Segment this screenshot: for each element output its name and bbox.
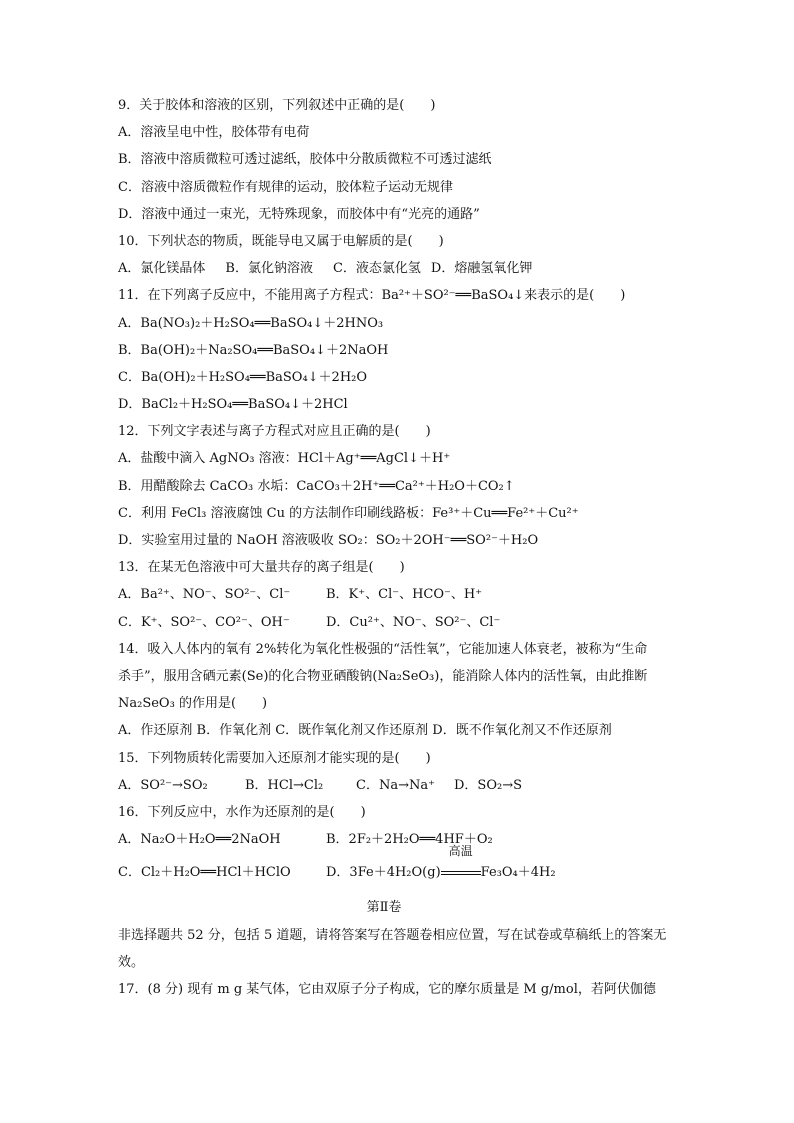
q10-options: [118, 255, 678, 282]
q16-options-row1: [118, 826, 678, 853]
q16-option-d-left: D．3Fe＋4H₂O(g): [326, 865, 441, 881]
q14-options: A．作还原剂 B．作氧化剂 C．既作氧化剂又作还原剂 D．既不作氧化剂又不作还原剂: [118, 723, 612, 739]
q12-option-b: B．用醋酸除去 CaCO₃ 水垢：CaCO₃＋2H⁺══Ca²⁺＋H₂O＋CO₂↑: [118, 478, 515, 494]
q16-options-row2: [118, 844, 678, 886]
q13-options-row2: [118, 609, 678, 636]
q15-option-c: C．Na→Na⁺: [356, 777, 435, 793]
q11-option-d: D．BaCl₂＋H₂SO₄══BaSO₄↓＋2HCl: [118, 397, 348, 413]
q13-options-row1: [118, 581, 678, 608]
q9-option-b: B．溶液中溶质微粒可透过滤纸，胶体中分散质微粒不可透过滤纸: [118, 152, 492, 168]
q16-option-d-right: Fe₃O₄＋4H₂: [480, 865, 556, 881]
q11-stem: 11．在下列离子反应中，不能用离子方程式：Ba²⁺＋SO²⁻══BaSO₄↓来表示的是( ): [118, 288, 626, 304]
q15-options: [118, 772, 678, 799]
q16-option-a: A．Na₂O＋H₂O══2NaOH: [118, 832, 281, 848]
q9-option-d: D．溶液中通过一束光，无特殊现象，而胶体中有“光亮的通路”: [118, 206, 480, 222]
q10-option-c: C．液态氯化氢: [332, 261, 421, 277]
q13-option-a: A．Ba²⁺、NO⁻、SO²⁻、Cl⁻: [118, 587, 291, 603]
q10-stem: 10．下列状态的物质，既能导电又属于电解质的是( ): [118, 233, 444, 249]
q13-option-c: C．K⁺、SO²⁻、CO²⁻、OH⁻: [118, 614, 290, 630]
q10-option-d: D．熔融氢氧化钾: [430, 261, 533, 277]
q14-line2: 杀手”，服用含硒元素(Se)的化合物亚硒酸钠(Na₂SeO₃)，能消除人体内的活性氧，由此推断: [118, 668, 648, 684]
q11-option-c: C．Ba(OH)₂＋H₂SO₄══BaSO₄↓＋2H₂O: [118, 369, 368, 385]
q12-option-c: C．利用 FeCl₃ 溶液腐蚀 Cu 的方法制作印刷线路板：Fe³⁺＋Cu══Fe²⁺＋Cu²⁺: [118, 505, 579, 521]
page-content: [118, 92, 678, 1003]
q10-option-b: B．氯化钠溶液: [225, 261, 313, 277]
q13-stem: 13．在某无色溶液中可大量共存的离子组是( ): [118, 560, 405, 576]
reaction-condition-label: 高温: [448, 844, 473, 859]
q13-option-b: B．K⁺、Cl⁻、HCO⁻、H⁺: [326, 587, 483, 603]
q17-stem: 17．(8 分) 现有 m g 某气体，它由双原子分子构成，它的摩尔质量是 M g/mol，若阿伏伽德: [118, 982, 656, 998]
part2-title: 第Ⅱ卷: [366, 900, 402, 916]
q9-option-c: C．溶液中溶质微粒作有规律的运动，胶体粒子运动无规律: [118, 179, 453, 195]
q15-stem: 15．下列物质转化需要加入还原剂才能实现的是( ): [118, 750, 431, 766]
q11-option-a: A．Ba(NO₃)₂＋H₂SO₄══BaSO₄↓＋2HNO₃: [118, 315, 384, 331]
part2-instruction: 非选择题共 52 分，包括 5 道题，请将答案写在答题卷相应位置，写在试卷或草稿纸上的答案无效。: [118, 927, 667, 970]
q15-option-d: D．SO₂→S: [454, 777, 522, 793]
q9-option-a: A．溶液呈电中性，胶体带有电荷: [118, 125, 310, 141]
q13-option-d: D．Cu²⁺、NO⁻、SO²⁻、Cl⁻: [326, 614, 501, 630]
q12-option-a: A．盐酸中滴入 AgNO₃ 溶液：HCl＋Ag⁺══AgCl↓＋H⁺: [118, 451, 451, 467]
q15-option-b: B．HCl→Cl₂: [245, 777, 324, 793]
q14-line1: 14．吸入人体内的氧有 2%转化为氧化性极强的“活性氧”，它能加速人体衰老，被称为“生命: [118, 641, 648, 657]
reaction-condition: [441, 844, 481, 886]
equals-sign: [441, 871, 481, 875]
q16-option-c: C．Cl₂＋H₂O══HCl＋HClO: [118, 865, 291, 881]
q16-option-b: B．2F₂＋2H₂O══4HF＋O₂: [326, 832, 493, 848]
q11-option-b: B．Ba(OH)₂＋Na₂SO₄══BaSO₄↓＋2NaOH: [118, 342, 389, 358]
q9-stem: 9．关于胶体和溶液的区别，下列叙述中正确的是( ): [118, 98, 436, 113]
q12-option-d: D．实验室用过量的 NaOH 溶液吸收 SO₂：SO₂＋2OH⁻══SO²⁻＋H₂O: [118, 533, 539, 548]
q12-stem: 12．下列文字表述与离子方程式对应且正确的是( ): [118, 424, 431, 440]
q15-option-a: A．SO²⁻→SO₂: [118, 777, 208, 793]
q16-stem: 16．下列反应中，水作为还原剂的是( ): [118, 804, 366, 820]
q10-option-a: A．氯化镁晶体: [118, 261, 206, 277]
q14-line3: Na₂SeO₃ 的作用是( ): [118, 696, 268, 712]
